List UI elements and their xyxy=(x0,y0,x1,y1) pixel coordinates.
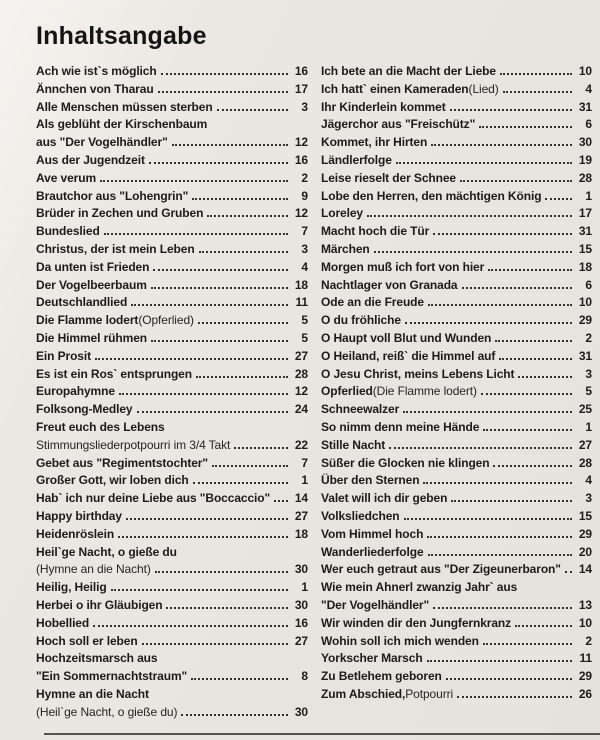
entry-label: Großer Gott, wir loben dich xyxy=(36,473,189,488)
page-number: 5 xyxy=(301,330,308,345)
page-number: 10 xyxy=(578,64,592,78)
dot-leader xyxy=(172,144,288,146)
page-number: 4 xyxy=(585,81,592,96)
toc-entry xyxy=(321,366,592,384)
page-number: 26 xyxy=(578,686,592,701)
dot-leader xyxy=(479,126,572,128)
entry-label: Hobellied xyxy=(36,615,90,630)
entry-label: O Jesu Christ, meins Lebens Licht xyxy=(321,366,515,381)
toc-entry xyxy=(36,508,308,526)
toc-entry xyxy=(321,472,592,490)
dot-leader xyxy=(119,393,288,395)
page-number: 5 xyxy=(585,384,592,399)
page-number: 7 xyxy=(301,455,308,470)
page-number: 17 xyxy=(578,206,592,221)
toc-entry xyxy=(36,223,308,241)
dot-leader xyxy=(499,358,572,360)
toc-entry xyxy=(36,419,308,437)
toc-entry xyxy=(321,312,592,330)
toc-entry xyxy=(321,686,592,704)
entry-label-light: (Die Flamme lodert) xyxy=(372,384,477,399)
entry-label: Märchen xyxy=(321,241,370,256)
entry-label: Zum Abschied, xyxy=(321,686,406,701)
dot-leader xyxy=(217,109,288,111)
dot-leader xyxy=(166,607,288,609)
dot-leader xyxy=(100,180,288,182)
page-number: 18 xyxy=(294,526,308,541)
dot-leader xyxy=(118,536,288,538)
page-number: 1 xyxy=(301,580,308,595)
toc-entry xyxy=(321,188,592,206)
page-number: 1 xyxy=(585,419,592,434)
page-number: 4 xyxy=(301,259,308,274)
toc-entry xyxy=(36,401,308,419)
dot-leader xyxy=(500,73,572,75)
bottom-rule xyxy=(44,733,600,735)
page-number: 15 xyxy=(578,508,592,523)
page-number: 29 xyxy=(578,526,592,541)
dot-leader xyxy=(428,554,572,556)
toc-entry xyxy=(36,455,308,473)
dot-leader xyxy=(111,589,288,591)
entry-label: Lobe den Herren, den mächtigen König xyxy=(321,188,542,203)
dot-leader xyxy=(446,678,572,680)
page-number: 30 xyxy=(578,135,592,150)
toc-entry xyxy=(36,686,308,704)
entry-label: Wohin soll ich mich wenden xyxy=(321,633,479,648)
entry-label: Als geblüht der Kirschenbaum xyxy=(36,117,208,132)
entry-label: O Haupt voll Blut und Wunden xyxy=(321,330,492,345)
page-number: 29 xyxy=(578,313,592,328)
page-number: 1 xyxy=(585,188,592,203)
entry-label: Die Himmel rühmen xyxy=(36,330,147,345)
dot-leader xyxy=(95,358,288,360)
toc-entry xyxy=(36,170,308,188)
entry-label: Kommet, ihr Hirten xyxy=(321,135,428,150)
page-number: 25 xyxy=(578,402,592,417)
dot-leader xyxy=(131,304,288,306)
dot-leader xyxy=(142,643,288,645)
entry-label: Die Flamme lodert xyxy=(36,313,139,328)
toc-entry xyxy=(321,63,592,81)
toc-entry xyxy=(36,366,308,384)
page-title: Inhaltsangabe xyxy=(36,22,207,50)
dot-leader xyxy=(198,322,288,324)
dot-leader xyxy=(181,714,288,716)
entry-label: Gebet aus "Regimentstochter" xyxy=(36,455,208,470)
toc-entry xyxy=(321,223,592,241)
page-number: 11 xyxy=(295,295,308,310)
toc-entry xyxy=(36,312,308,330)
page-number: 5 xyxy=(301,313,308,328)
dot-leader xyxy=(515,625,572,627)
toc-entry xyxy=(321,116,592,134)
entry-label: Da unten ist Frieden xyxy=(36,259,150,274)
toc-column-left xyxy=(36,63,308,721)
toc-entry xyxy=(36,650,308,668)
page-number: 31 xyxy=(578,348,592,363)
page-number: 22 xyxy=(294,437,308,452)
page-number: 10 xyxy=(578,615,592,630)
dot-leader xyxy=(155,571,288,573)
toc-entry xyxy=(321,579,592,597)
page-number: 2 xyxy=(301,170,308,185)
page-number: 3 xyxy=(301,241,308,256)
page-number: 4 xyxy=(585,473,592,488)
entry-label: Stimmungsliederpotpourri im 3/4 Takt xyxy=(36,437,231,452)
entry-label: O du fröhliche xyxy=(321,313,401,328)
entry-label: Ein Prosit xyxy=(36,348,92,363)
page-number: 11 xyxy=(579,651,592,666)
entry-label: Über den Sternen xyxy=(321,473,420,488)
page-number: 27 xyxy=(294,633,308,648)
dot-leader xyxy=(191,678,288,680)
toc-entry xyxy=(36,241,308,259)
dot-leader xyxy=(404,518,572,520)
page-number: 3 xyxy=(585,366,592,381)
entry-label: Bundeslied xyxy=(36,224,100,239)
toc-entry xyxy=(321,348,592,366)
entry-label: Wie mein Ahnerl zwanzig Jahr` aus xyxy=(321,580,518,595)
toc-entry xyxy=(321,437,592,455)
dot-leader xyxy=(151,287,288,289)
page-number: 19 xyxy=(578,152,592,167)
toc-entry xyxy=(36,472,308,490)
dot-leader xyxy=(374,251,572,253)
toc-entry xyxy=(36,99,308,117)
entry-label: Ach wie ist`s möglich xyxy=(36,64,157,78)
page-number: 6 xyxy=(585,117,592,132)
entry-label: Ländlerfolge xyxy=(321,152,392,167)
toc-entry xyxy=(321,277,592,295)
dot-leader xyxy=(545,198,572,200)
entry-label: Der Vogelbeerbaum xyxy=(36,277,147,292)
toc-entry xyxy=(36,490,308,508)
entry-label: Yorkscher Marsch xyxy=(321,651,423,666)
dot-leader xyxy=(518,376,572,378)
toc-entry xyxy=(321,508,592,526)
page-number: 7 xyxy=(301,224,308,239)
entry-label: Zu Betlehem geboren xyxy=(321,669,442,684)
dot-leader xyxy=(565,571,572,573)
dot-leader xyxy=(153,269,288,271)
dot-leader xyxy=(149,162,288,164)
toc-entry xyxy=(36,615,308,633)
entry-label: Opferlied xyxy=(321,384,373,399)
entry-label: Folksong-Medley xyxy=(36,402,133,417)
toc-entry xyxy=(36,579,308,597)
dot-leader xyxy=(274,500,288,502)
page-number: 28 xyxy=(578,455,592,470)
dot-leader xyxy=(207,215,288,217)
page-number: 27 xyxy=(578,437,592,452)
toc-entry xyxy=(321,241,592,259)
entry-label: "Der Vogelhändler" xyxy=(321,597,430,612)
toc-entry xyxy=(36,526,308,544)
page-number: 16 xyxy=(294,64,308,78)
toc-entry xyxy=(36,597,308,615)
toc-entry xyxy=(321,419,592,437)
page-number: 16 xyxy=(294,152,308,167)
page-number: 2 xyxy=(585,633,592,648)
toc-entry xyxy=(321,526,592,544)
dot-leader xyxy=(137,411,288,413)
entry-label: Happy birthday xyxy=(36,508,122,523)
entry-label: Aus der Jugendzeit xyxy=(36,152,145,167)
toc-entry xyxy=(36,277,308,295)
dot-leader xyxy=(196,376,288,378)
dot-leader xyxy=(451,500,572,502)
page-number: 15 xyxy=(578,241,592,256)
entry-label: Morgen muß ich fort von hier xyxy=(321,259,485,274)
dot-leader xyxy=(158,91,288,93)
entry-label: Heidenröslein xyxy=(36,526,115,541)
toc-entry xyxy=(36,561,308,579)
entry-label: Wanderliederfolge xyxy=(321,544,424,559)
entry-label: Vom Himmel hoch xyxy=(321,526,424,541)
toc-columns xyxy=(36,63,592,721)
page-number: 28 xyxy=(578,170,592,185)
dot-leader xyxy=(460,180,572,182)
entry-label: Nachtlager von Granada xyxy=(321,277,458,292)
toc-entry xyxy=(321,81,592,99)
entry-label: Hab` ich nur deine Liebe aus "Boccaccio" xyxy=(36,491,271,506)
toc-entry xyxy=(36,383,308,401)
dot-leader xyxy=(433,233,572,235)
toc-entry xyxy=(321,294,592,312)
toc-entry xyxy=(36,294,308,312)
dot-leader xyxy=(427,536,572,538)
dot-leader xyxy=(389,447,572,449)
entry-label: Ännchen von Tharau xyxy=(36,81,154,96)
entry-label: Macht hoch die Tür xyxy=(321,224,430,239)
toc-entry xyxy=(321,170,592,188)
entry-label: Loreley xyxy=(321,206,363,221)
toc-entry xyxy=(321,152,592,170)
dot-leader xyxy=(450,109,572,111)
entry-label: Christus, der ist mein Leben xyxy=(36,241,195,256)
page-number: 12 xyxy=(294,206,308,221)
page-number: 30 xyxy=(294,597,308,612)
page-number: 2 xyxy=(585,330,592,345)
entry-label: Wir winden dir den Jungfernkranz xyxy=(321,615,512,630)
entry-label: Brautchor aus "Lohengrin" xyxy=(36,188,189,203)
dot-leader xyxy=(405,322,572,324)
dot-leader xyxy=(503,91,572,93)
entry-label: Schneewalzer xyxy=(321,402,400,417)
page-number: 24 xyxy=(294,402,308,417)
dot-leader xyxy=(93,625,288,627)
page-number: 27 xyxy=(294,508,308,523)
toc-entry xyxy=(36,188,308,206)
entry-label-light: (Lied) xyxy=(468,81,499,96)
entry-label: (Hymne an die Nacht) xyxy=(36,562,151,577)
entry-label: "Ein Sommernachtstraum" xyxy=(36,669,188,684)
dot-leader xyxy=(462,287,572,289)
page-number: 3 xyxy=(301,99,308,114)
toc-entry xyxy=(321,383,592,401)
entry-label: Leise rieselt der Schnee xyxy=(321,170,457,185)
entry-label: Süßer die Glocken nie klingen xyxy=(321,455,490,470)
toc-entry xyxy=(321,205,592,223)
dot-leader xyxy=(193,482,288,484)
page-number: 8 xyxy=(301,669,308,684)
toc-entry xyxy=(36,544,308,562)
dot-leader xyxy=(367,215,572,217)
toc-entry xyxy=(321,99,592,117)
dot-leader xyxy=(431,144,572,146)
toc-entry xyxy=(321,650,592,668)
page-number: 1 xyxy=(301,473,308,488)
dot-leader xyxy=(212,465,288,467)
entry-label: Wer euch getraut aus "Der Zigeunerbaron" xyxy=(321,562,561,577)
toc-entry xyxy=(321,615,592,633)
page-number: 16 xyxy=(294,615,308,630)
entry-label: Ihr Kinderlein kommet xyxy=(321,99,446,114)
page-number: 17 xyxy=(294,81,308,96)
entry-label: Heil`ge Nacht, o gieße du xyxy=(36,544,177,559)
entry-label: Herbei o ihr Gläubigen xyxy=(36,597,163,612)
dot-leader xyxy=(428,304,572,306)
dot-leader xyxy=(126,518,288,520)
toc-entry xyxy=(321,490,592,508)
dot-leader xyxy=(234,447,288,449)
toc-entry xyxy=(36,81,308,99)
entry-label: Stille Nacht xyxy=(321,437,386,452)
dot-leader xyxy=(483,429,572,431)
entry-label: Hymne an die Nacht xyxy=(36,686,149,701)
page-number: 14 xyxy=(578,562,592,577)
dot-leader xyxy=(488,269,572,271)
dot-leader xyxy=(433,607,572,609)
page-number: 28 xyxy=(294,366,308,381)
dot-leader xyxy=(423,482,572,484)
entry-label: Hoch soll er leben xyxy=(36,633,138,648)
toc-entry xyxy=(321,597,592,615)
entry-label: Ich hatt` einen Kameraden xyxy=(321,81,469,96)
dot-leader xyxy=(483,643,572,645)
entry-label: Brüder in Zechen und Gruben xyxy=(36,206,204,221)
page-number: 31 xyxy=(578,99,592,114)
toc-entry xyxy=(36,704,308,722)
toc-entry xyxy=(36,152,308,170)
page-number: 3 xyxy=(585,491,592,506)
dot-leader xyxy=(457,696,572,698)
toc-column-right xyxy=(321,63,592,721)
toc-entry xyxy=(36,330,308,348)
toc-entry xyxy=(36,633,308,651)
dot-leader xyxy=(192,198,288,200)
entry-label: Ave verum xyxy=(36,170,97,185)
entry-label: Hochzeitsmarsch aus xyxy=(36,651,158,666)
toc-entry xyxy=(36,134,308,152)
entry-label: (Heil`ge Nacht, o gieße du) xyxy=(36,704,178,719)
toc-entry xyxy=(321,455,592,473)
toc-entry xyxy=(321,401,592,419)
entry-label: Es ist ein Ros` entsprungen xyxy=(36,366,192,381)
page-number: 30 xyxy=(294,562,308,577)
dot-leader xyxy=(493,465,572,467)
toc-entry xyxy=(36,116,308,134)
dot-leader xyxy=(481,393,572,395)
dot-leader xyxy=(403,411,572,413)
page-number: 20 xyxy=(578,544,592,559)
page-number: 12 xyxy=(294,384,308,399)
page-number: 27 xyxy=(294,348,308,363)
toc-entry xyxy=(36,63,308,81)
dot-leader xyxy=(495,340,572,342)
toc-entry xyxy=(321,668,592,686)
entry-label: Ode an die Freude xyxy=(321,295,424,310)
toc-entry xyxy=(321,259,592,277)
entry-label: So nimm denn meine Hände xyxy=(321,419,480,434)
entry-label: Freut euch des Lebens xyxy=(36,419,165,434)
page-number: 30 xyxy=(294,704,308,719)
toc-entry xyxy=(36,437,308,455)
entry-label: Alle Menschen müssen sterben xyxy=(36,99,213,114)
toc-entry xyxy=(36,205,308,223)
page-number: 14 xyxy=(294,491,308,506)
entry-label: Heilig, Heilig xyxy=(36,580,107,595)
entry-label: Jägerchor aus "Freischütz" xyxy=(321,117,476,132)
entry-label: Europahymne xyxy=(36,384,115,399)
dot-leader xyxy=(199,251,288,253)
toc-entry xyxy=(36,259,308,277)
dot-leader xyxy=(396,162,572,164)
toc-entry xyxy=(321,633,592,651)
page-number: 13 xyxy=(578,597,592,612)
toc-entry xyxy=(321,561,592,579)
toc-entry xyxy=(321,330,592,348)
page-number: 12 xyxy=(294,135,308,150)
page-number: 10 xyxy=(578,295,592,310)
page-number: 31 xyxy=(578,224,592,239)
dot-leader xyxy=(151,340,288,342)
entry-label: Volksliedchen xyxy=(321,508,400,523)
page-number: 29 xyxy=(578,669,592,684)
page-number: 9 xyxy=(301,188,308,203)
entry-label: Ich bete an die Macht der Liebe xyxy=(321,64,496,78)
toc-entry xyxy=(321,544,592,562)
entry-label-light: Potpourri xyxy=(405,686,454,701)
toc-entry xyxy=(321,134,592,152)
entry-label-light: (Opferlied) xyxy=(138,313,194,328)
dot-leader xyxy=(161,73,288,75)
entry-label: Valet will ich dir geben xyxy=(321,491,448,506)
toc-entry xyxy=(36,348,308,366)
dot-leader xyxy=(427,660,572,662)
toc-entry xyxy=(36,668,308,686)
dot-leader xyxy=(104,233,288,235)
page-number: 18 xyxy=(294,277,308,292)
entry-label: O Heiland, reiß` die Himmel auf xyxy=(321,348,496,363)
entry-label: Deutschlandlied xyxy=(36,295,128,310)
page-number: 18 xyxy=(578,259,592,274)
page-number: 6 xyxy=(585,277,592,292)
entry-label: aus "Der Vogelhändler" xyxy=(36,135,168,150)
